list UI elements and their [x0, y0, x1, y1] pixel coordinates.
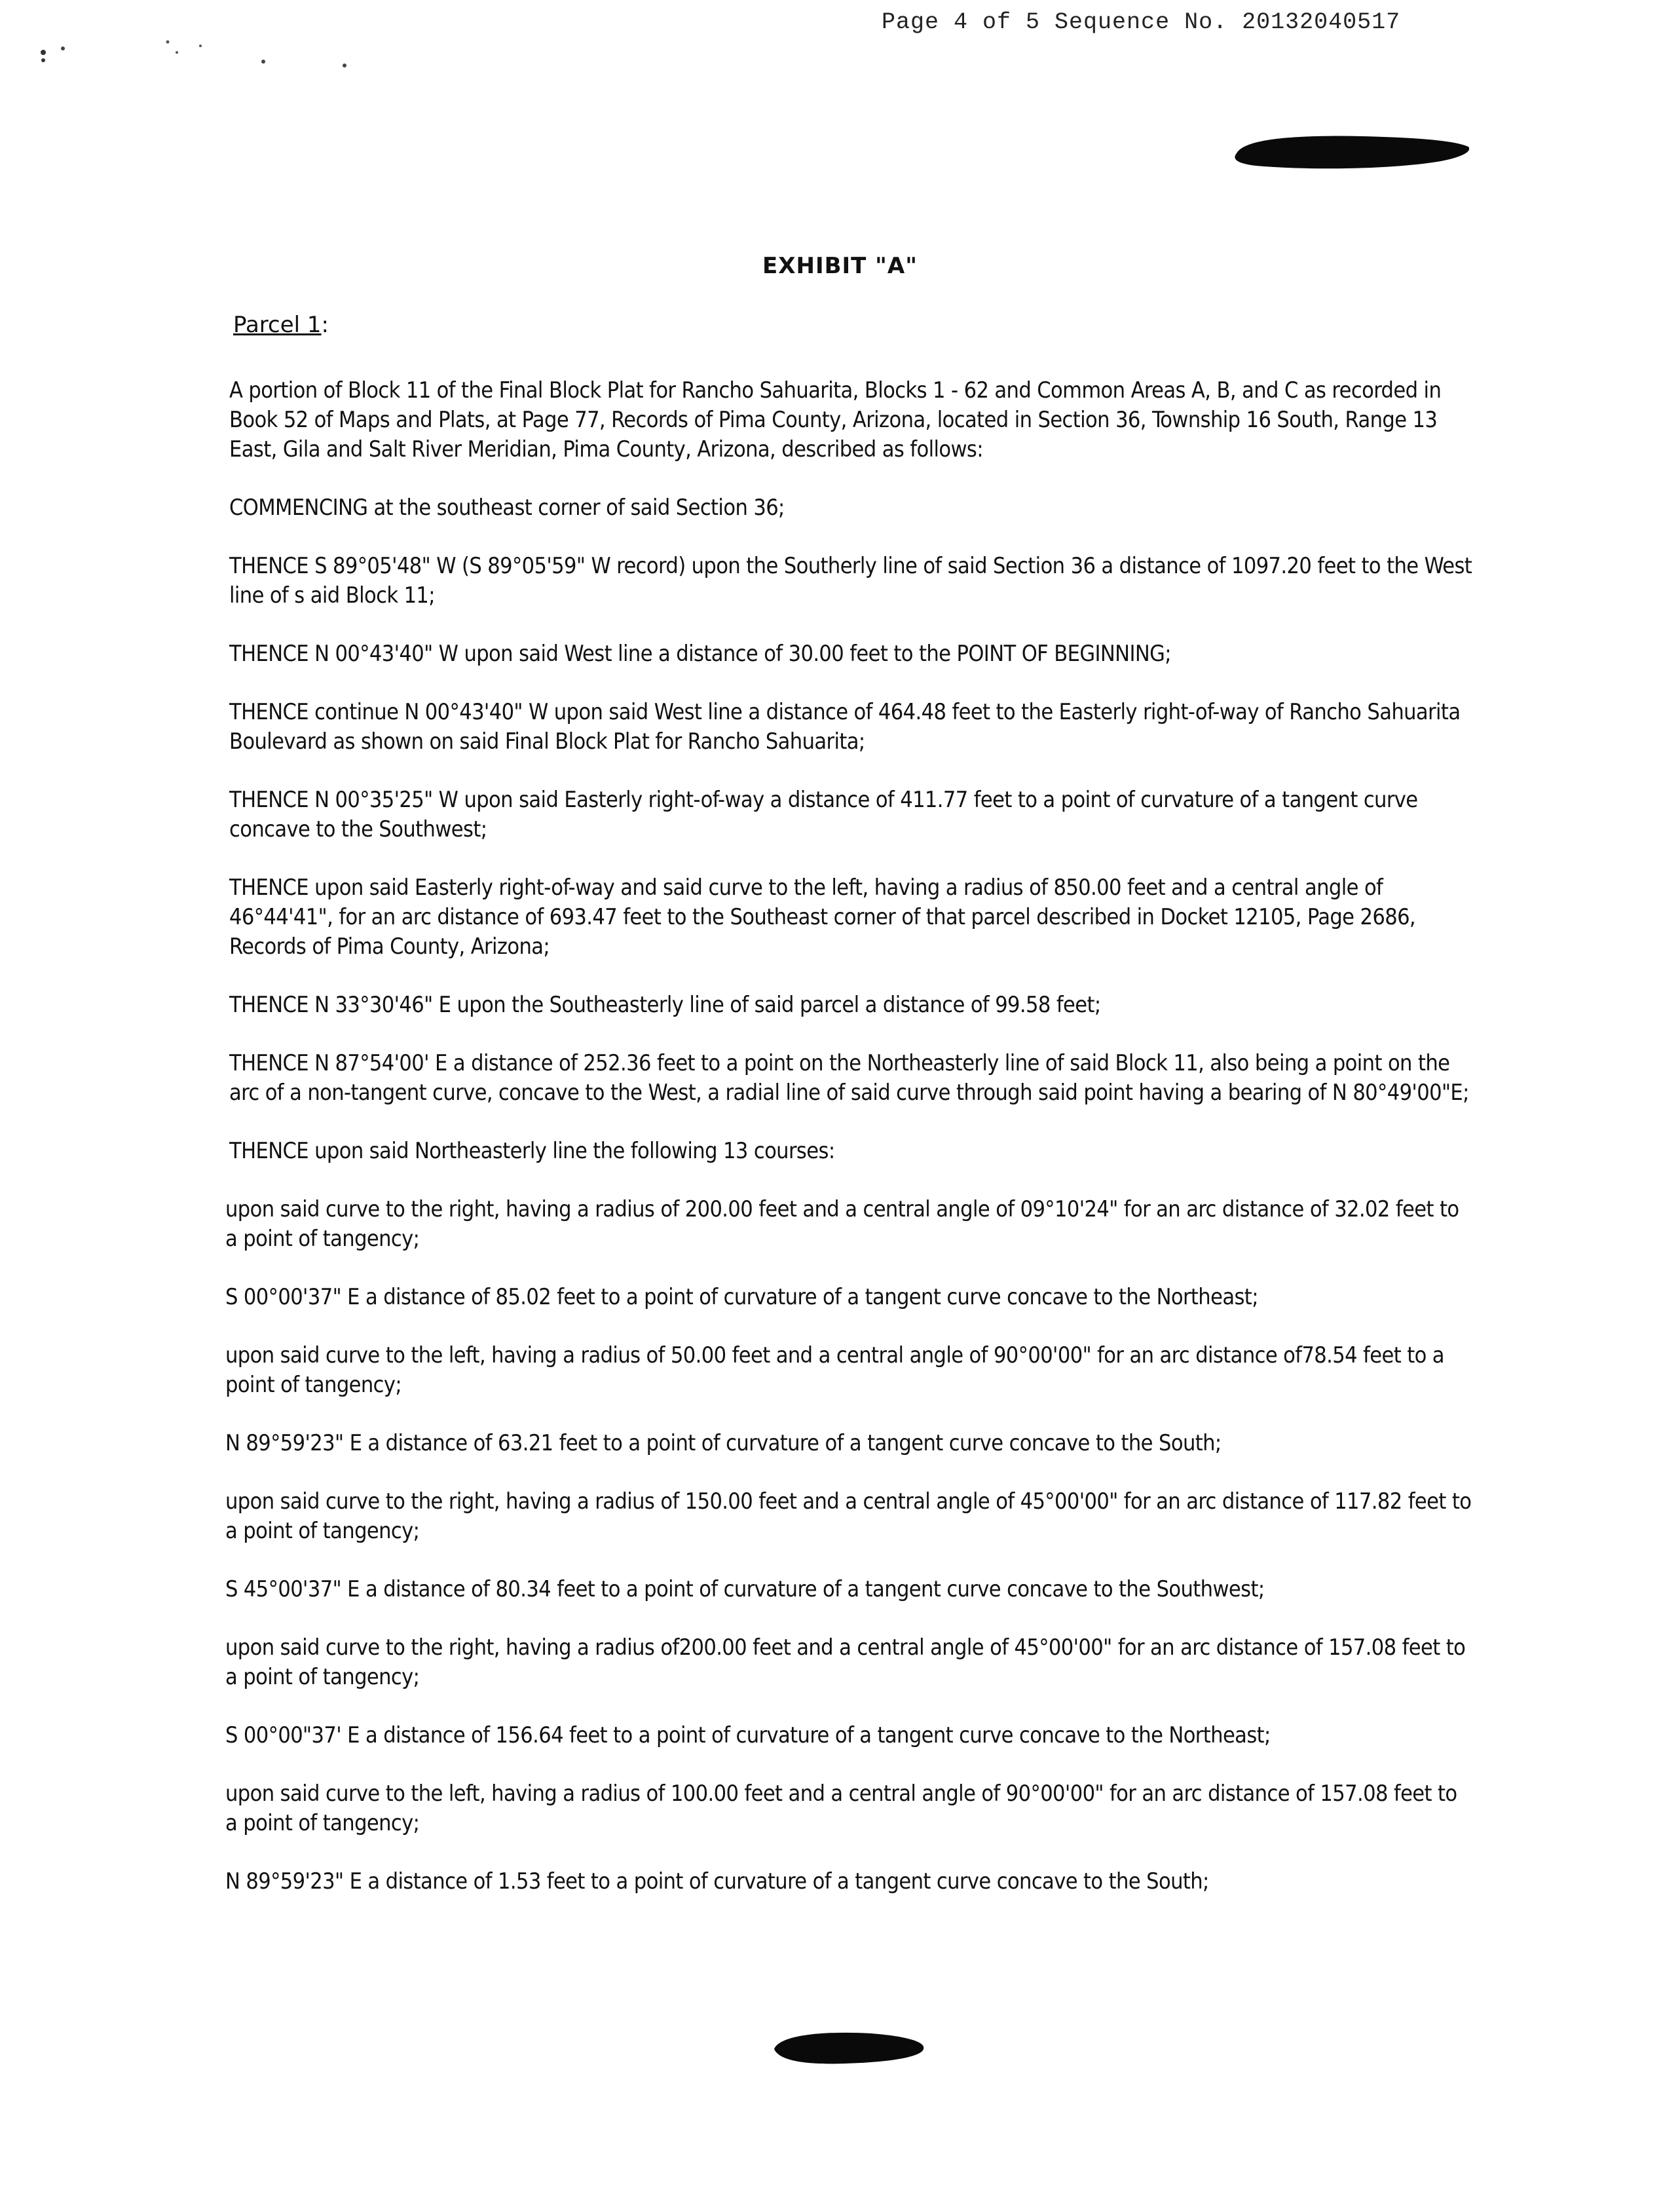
redaction-mark-top [1225, 130, 1474, 177]
course-item: upon said curve to the left, having a radius of 100.00 feet and a central angle of 90°00'00" for an arc distance of 157.08 feet to a point of tangency; [225, 1781, 1457, 1836]
paragraph-thence: THENCE S 89°05'48" W (S 89°05'59" W record) upon the Southerly line of said Section 36 a distance of 1097.20 feet to the West line of s aid Block 11; [229, 553, 1472, 609]
page-sequence-header: Page 4 of 5 Sequence No. 20132040517 [882, 9, 1401, 35]
exhibit-title: EXHIBIT "A" [762, 253, 918, 279]
course-item: upon said curve to the left, having a radius of 50.00 feet and a central angle of 90°00'00" for an arc distance of78.54 feet to a point of tangency; [225, 1342, 1444, 1398]
paragraph-commencing: COMMENCING at the southeast corner of said Section 36; [229, 495, 785, 521]
course-item: S 00°00'37" E a distance of 85.02 feet to a point of curvature of a tangent curve concave to the Northeast; [225, 1284, 1258, 1310]
paragraph-thence: THENCE N 33°30'46" E upon the Southeasterly line of said parcel a distance of 99.58 feet; [229, 992, 1101, 1018]
course-item: N 89°59'23" E a distance of 63.21 feet to a point of curvature of a tangent curve concave to the South; [225, 1430, 1222, 1456]
paragraph-thence: THENCE upon said Northeasterly line the following 13 courses: [229, 1138, 835, 1164]
legal-description [225, 376, 1474, 1925]
paragraph-thence: THENCE continue N 00°43'40" W upon said West line a distance of 464.48 feet to the Easterly right-of-way of Rancho Sahuarita Boulevard as shown on said Final Block Plat for Rancho Sahuarita; [229, 699, 1461, 755]
course-item: S 45°00'37" E a distance of 80.34 feet to a point of curvature of a tangent curve concave to the Southwest; [225, 1576, 1265, 1602]
parcel-label-colon: : [321, 312, 329, 338]
parcel-label-text: Parcel 1 [233, 312, 322, 338]
course-item: upon said curve to the right, having a radius of 200.00 feet and a central angle of 09°10'24" for an arc distance of 32.02 feet to a point of tangency; [225, 1196, 1459, 1252]
paragraph-thence: THENCE N 00°43'40" W upon said West line a distance of 30.00 feet to the POINT OF BEGINNING; [229, 641, 1171, 667]
paragraph-thence: THENCE upon said Easterly right-of-way and said curve to the left, having a radius of 850.00 feet and a central angle of 46°44'41", for an arc distance of 693.47 feet to the Southeast corner of that parcel described in Docket 12105, Page 2686, Records of Pima County, Arizona; [229, 875, 1416, 960]
course-item: upon said curve to the right, having a radius of 150.00 feet and a central angle of 45°00'00" for an arc distance of 117.82 feet to a point of tangency; [225, 1488, 1472, 1544]
paragraph-thence: THENCE N 87°54'00' E a distance of 252.36 feet to a point on the Northeasterly line of said Block 11, also being a point on the arc of a non-tangent curve, concave to the West, a radial line of said curve through said point having a bearing of N 80°49'00"E; [229, 1050, 1469, 1106]
course-item: S 00°00"37' E a distance of 156.64 feet to a point of curvature of a tangent curve concave to the Northeast; [225, 1722, 1271, 1748]
redaction-mark-bottom [766, 2024, 930, 2070]
parcel-label [233, 312, 329, 338]
course-item: upon said curve to the right, having a radius of200.00 feet and a central angle of 45°00'00" for an arc distance of 157.08 feet to a point of tangency; [225, 1634, 1466, 1690]
paragraph-intro: A portion of Block 11 of the Final Block Plat for Rancho Sahuarita, Blocks 1 - 62 and Common Areas A, B, and C as recorded in Book 52 of Maps and Plats, at Page 77, Records of Pima County, Arizona, located in Section 36, Township 16 South, Range 13 East, Gila and Salt River Meridian, Pima County, Arizona, described as follows: [229, 377, 1442, 462]
scan-specks [39, 33, 380, 79]
course-item: N 89°59'23" E a distance of 1.53 feet to a point of curvature of a tangent curve concave to the South; [225, 1868, 1209, 1895]
paragraph-thence: THENCE N 00°35'25" W upon said Easterly right-of-way a distance of 411.77 feet to a point of curvature of a tangent curve concave to the Southwest; [229, 787, 1418, 842]
